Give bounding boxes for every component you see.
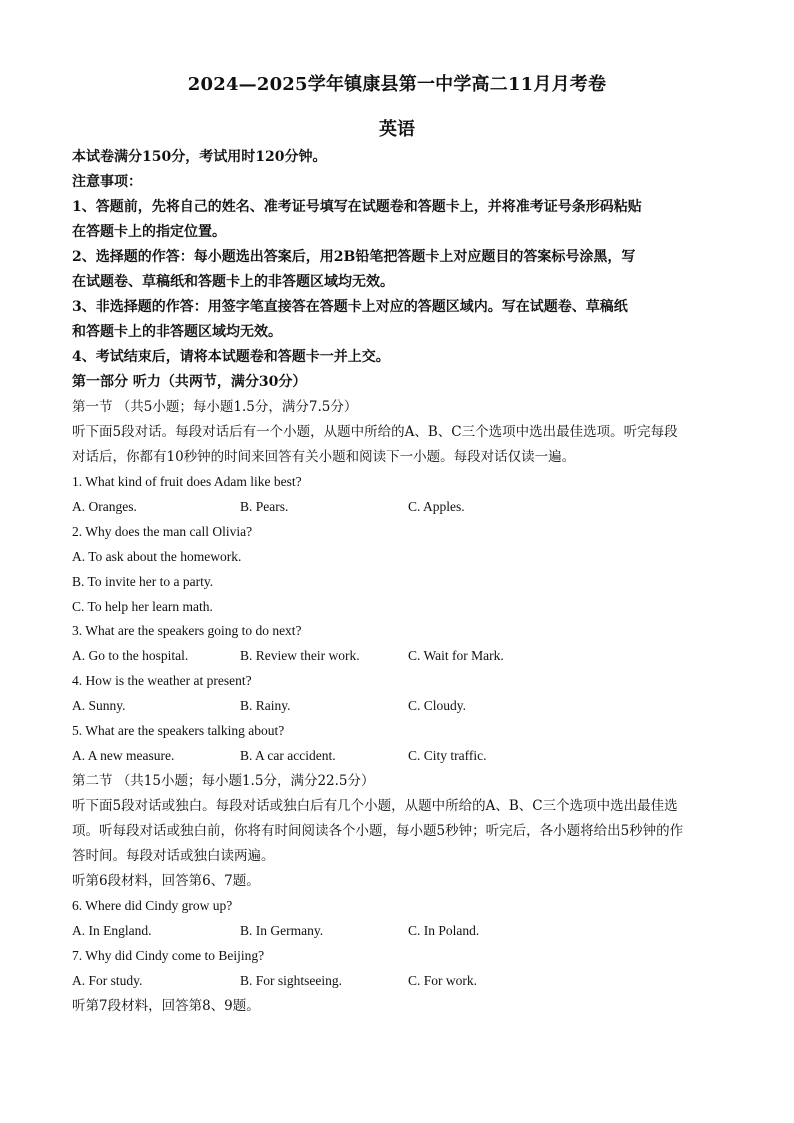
question-stem: 1. What kind of fruit does Adam like best? [72, 474, 302, 489]
question-stem: 5. What are the speakers talking about? [72, 723, 285, 738]
option-a: A. A new measure. [72, 748, 175, 763]
score-time-note: 本试卷满分150分，考试用时120分钟。 [72, 149, 327, 165]
option-c: C. City traffic. [408, 748, 487, 763]
question-stem: 4. How is the weather at present? [72, 673, 252, 688]
option-a: A. To ask about the homework. [72, 549, 242, 564]
subject-title: 英语 [379, 119, 415, 140]
notice-line: 2、选择题的作答：每小题选出答案后，用2B铅笔把答题卡上对应题目的答案标号涂黑，写 [72, 249, 636, 265]
notice-line: 4、考试结束后，请将本试题卷和答题卡一并上交。 [72, 349, 390, 365]
question-stem: 6. Where did Cindy grow up? [72, 898, 233, 913]
section2-heading: 第二节 （共15小题；每小题1.5分，满分22.5分） [72, 773, 375, 789]
option-a: A. In England. [72, 923, 152, 938]
material-note: 听第7段材料，回答第8、9题。 [72, 998, 260, 1014]
option-a: A. For study. [72, 973, 143, 988]
option-c: C. In Poland. [408, 923, 480, 938]
option-a: A. Oranges. [72, 499, 137, 514]
option-b: B. In Germany. [240, 923, 324, 938]
option-a: A. Go to the hospital. [72, 648, 189, 663]
option-b: B. A car accident. [240, 748, 336, 763]
option-b: B. Rainy. [240, 698, 291, 713]
part1-heading: 第一部分 听力（共两节，满分30分） [72, 374, 307, 390]
question-stem: 3. What are the speakers going to do next? [72, 623, 302, 638]
section2-instructions: 项。听每段对话或独白前，你将有时间阅读各个小题，每小题5秒钟；听完后，各小题将给出5秒钟的作 [72, 823, 684, 839]
section1-instructions: 听下面5段对话。每段对话后有一个小题，从题中所给的A、B、C三个选项中选出最佳选项。听完每段 [72, 424, 678, 440]
option-b: B. Pears. [240, 499, 289, 514]
notice-line: 在试题卷、草稿纸和答题卡上的非答题区域均无效。 [72, 274, 394, 290]
notice-heading: 注意事项： [72, 174, 142, 190]
option-c: C. To help her learn math. [72, 599, 213, 614]
notice-line: 3、非选择题的作答：用签字笔直接答在答题卡上对应的答题区域内。写在试题卷、草稿纸 [72, 299, 628, 315]
section2-instructions: 听下面5段对话或独白。每段对话或独白后有几个小题，从题中所给的A、B、C三个选项中选出最佳选 [72, 798, 678, 814]
section2-instructions: 答时间。每段对话或独白读两遍。 [72, 848, 275, 864]
question-stem: 7. Why did Cindy come to Beijing? [72, 948, 265, 963]
notice-line: 在答题卡上的指定位置。 [72, 224, 226, 240]
option-c: C. Cloudy. [408, 698, 467, 713]
section1-heading: 第一节 （共5小题；每小题1.5分，满分7.5分） [72, 399, 358, 415]
material-note: 听第6段材料，回答第6、7题。 [72, 873, 260, 889]
option-c: C. Wait for Mark. [408, 648, 504, 663]
notice-line: 1、答题前，先将自己的姓名、准考证号填写在试题卷和答题卡上，并将准考证号条形码粘贴 [72, 199, 642, 215]
question-stem: 2. Why does the man call Olivia? [72, 524, 253, 539]
option-c: C. For work. [408, 973, 478, 988]
exam-title: 2024—2025学年镇康县第一中学高二11月月考卷 [187, 74, 607, 95]
option-c: C. Apples. [408, 499, 465, 514]
notice-line: 和答题卡上的非答题区域均无效。 [72, 324, 282, 340]
option-b: B. For sightseeing. [240, 973, 343, 988]
option-b: B. Review their work. [240, 648, 360, 663]
option-a: A. Sunny. [72, 698, 126, 713]
option-b: B. To invite her to a party. [72, 574, 214, 589]
section1-instructions: 对话后，你都有10秒钟的时间来回答有关小题和阅读下一小题。每段对话仅读一遍。 [72, 449, 576, 465]
